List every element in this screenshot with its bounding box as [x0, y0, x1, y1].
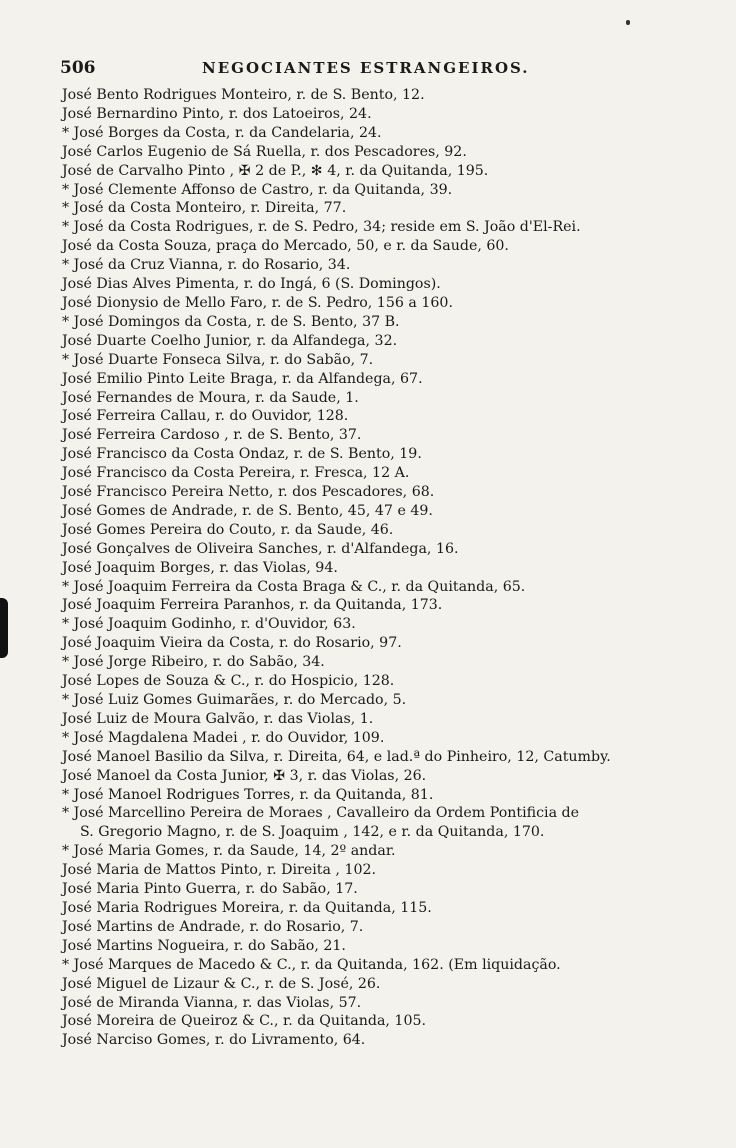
list-item: José Dionysio de Mello Faro, r. de S. Pedro, 156 a 160.	[62, 294, 453, 311]
entry-line-1: * José Marcellino Pereira de Moraes , Cavalleiro da Ordem Pontificia de	[62, 805, 580, 822]
list-item: * José da Cruz Vianna, r. do Rosario, 34.	[62, 257, 351, 274]
list-item: José Maria Rodrigues Moreira, r. da Quitanda, 115.	[62, 899, 432, 916]
list-item: José Bento Rodrigues Monteiro, r. de S. Bento, 12.	[62, 87, 425, 103]
page-header	[60, 58, 560, 80]
list-item: José da Costa Souza, praça do Mercado, 50, e r. da Saude, 60.	[62, 238, 509, 255]
list-item: * José Domingos da Costa, r. de S. Bento, 37 B.	[62, 313, 400, 330]
list-item: * José Luiz Gomes Guimarães, r. do Mercado, 5.	[62, 692, 407, 708]
list-item: José Fernandes de Moura, r. da Saude, 1.	[62, 389, 359, 406]
list-item: * José da Costa Rodrigues, r. de S. Pedro, 34; reside em S. João d'El-Rei.	[62, 219, 581, 236]
list-item: José Dias Alves Pimenta, r. do Ingá, 6 (S. Domingos).	[62, 276, 441, 293]
list-item: * José Clemente Affonso de Castro, r. da Quitanda, 39.	[62, 181, 453, 198]
list-item: José de Carvalho Pinto , ✠ 2 de P., ✻ 4, r. da Quitanda, 195.	[62, 162, 489, 179]
list-item: José Francisco da Costa Pereira, r. Fresca, 12 A.	[62, 465, 410, 482]
page-title: NEGOCIANTES ESTRANGEIROS.	[202, 59, 530, 77]
list-item: José Manoel Basilio da Silva, r. Direita, 64, e lad.ª do Pinheiro, 12, Catumby.	[62, 748, 611, 765]
page-number: 506	[60, 58, 96, 78]
list-item: José Gomes Pereira do Couto, r. da Saude, 46.	[62, 521, 394, 538]
list-item: José Bernardino Pinto, r. dos Latoeiros, 24.	[62, 105, 372, 122]
list-item: José Emilio Pinto Leite Braga, r. da Alfandega, 67.	[62, 370, 423, 387]
list-item: * José Maria Gomes, r. da Saude, 14, 2º andar.	[62, 843, 396, 860]
list-item: José Maria de Mattos Pinto, r. Direita , 102.	[62, 862, 377, 879]
list-item: José Ferreira Callau, r. do Ouvidor, 128.	[62, 408, 349, 425]
list-item: José Francisco Pereira Netto, r. dos Pescadores, 68.	[62, 484, 435, 501]
list-item: José de Miranda Vianna, r. das Violas, 57.	[62, 994, 362, 1011]
entry-line-2: S. Gregorio Magno, r. de S. Joaquim , 142, e r. da Quitanda, 170.	[80, 824, 545, 841]
list-item: José Moreira de Queiroz & C., r. da Quitanda, 105.	[62, 1013, 427, 1030]
ink-speck	[626, 20, 630, 25]
list-item: * José Borges da Costa, r. da Candelaria, 24.	[62, 124, 382, 141]
list-item: José Martins de Andrade, r. do Rosario, 7.	[62, 918, 364, 935]
list-item: José Francisco da Costa Ondaz, r. de S. Bento, 19.	[62, 446, 422, 463]
list-item: José Gonçalves de Oliveira Sanches, r. d'Alfandega, 16.	[62, 540, 459, 557]
list-item: * José Manoel Rodrigues Torres, r. da Quitanda, 81.	[62, 786, 434, 803]
list-item: José Joaquim Ferreira Paranhos, r. da Quitanda, 173.	[62, 597, 443, 614]
list-item: José Duarte Coelho Junior, r. da Alfandega, 32.	[62, 332, 398, 349]
list-item: José Joaquim Vieira da Costa, r. do Rosario, 97.	[62, 635, 402, 652]
list-item: * José Magdalena Madei , r. do Ouvidor, 109.	[62, 729, 385, 746]
list-item: José Gomes de Andrade, r. de S. Bento, 45, 47 e 49.	[62, 502, 433, 519]
list-item: * José Marques de Macedo & C., r. da Quitanda, 162. (Em liquidação.	[62, 956, 561, 973]
list-item: José Carlos Eugenio de Sá Ruella, r. dos Pescadores, 92.	[62, 143, 467, 160]
list-item: José Martins Nogueira, r. do Sabão, 21.	[62, 937, 346, 954]
list-item: José Lopes de Souza & C., r. do Hospicio, 128.	[62, 673, 395, 690]
margin-binding-mark	[0, 598, 8, 658]
list-item	[62, 804, 712, 842]
list-item: * José Duarte Fonseca Silva, r. do Sabão, 7.	[62, 351, 374, 368]
list-item: José Narciso Gomes, r. do Livramento, 64.	[62, 1032, 366, 1049]
list-item: * José Joaquim Ferreira da Costa Braga & C., r. da Quitanda, 65.	[62, 578, 526, 595]
list-item: José Miguel de Lizaur & C., r. de S. José, 26.	[62, 975, 381, 992]
list-item: * José Jorge Ribeiro, r. do Sabão, 34.	[62, 654, 325, 671]
list-item: José Luiz de Moura Galvão, r. das Violas, 1.	[62, 710, 374, 727]
merchant-list	[62, 86, 712, 1050]
list-item: José Maria Pinto Guerra, r. do Sabão, 17.	[62, 881, 358, 898]
list-item: * José da Costa Monteiro, r. Direita, 77.	[62, 200, 347, 217]
list-item: José Joaquim Borges, r. das Violas, 94.	[62, 559, 338, 576]
list-item: José Manoel da Costa Junior, ✠ 3, r. das Violas, 26.	[62, 767, 427, 784]
list-item: José Ferreira Cardoso , r. de S. Bento, 37.	[62, 427, 362, 444]
list-item: * José Joaquim Godinho, r. d'Ouvidor, 63.	[62, 616, 356, 633]
